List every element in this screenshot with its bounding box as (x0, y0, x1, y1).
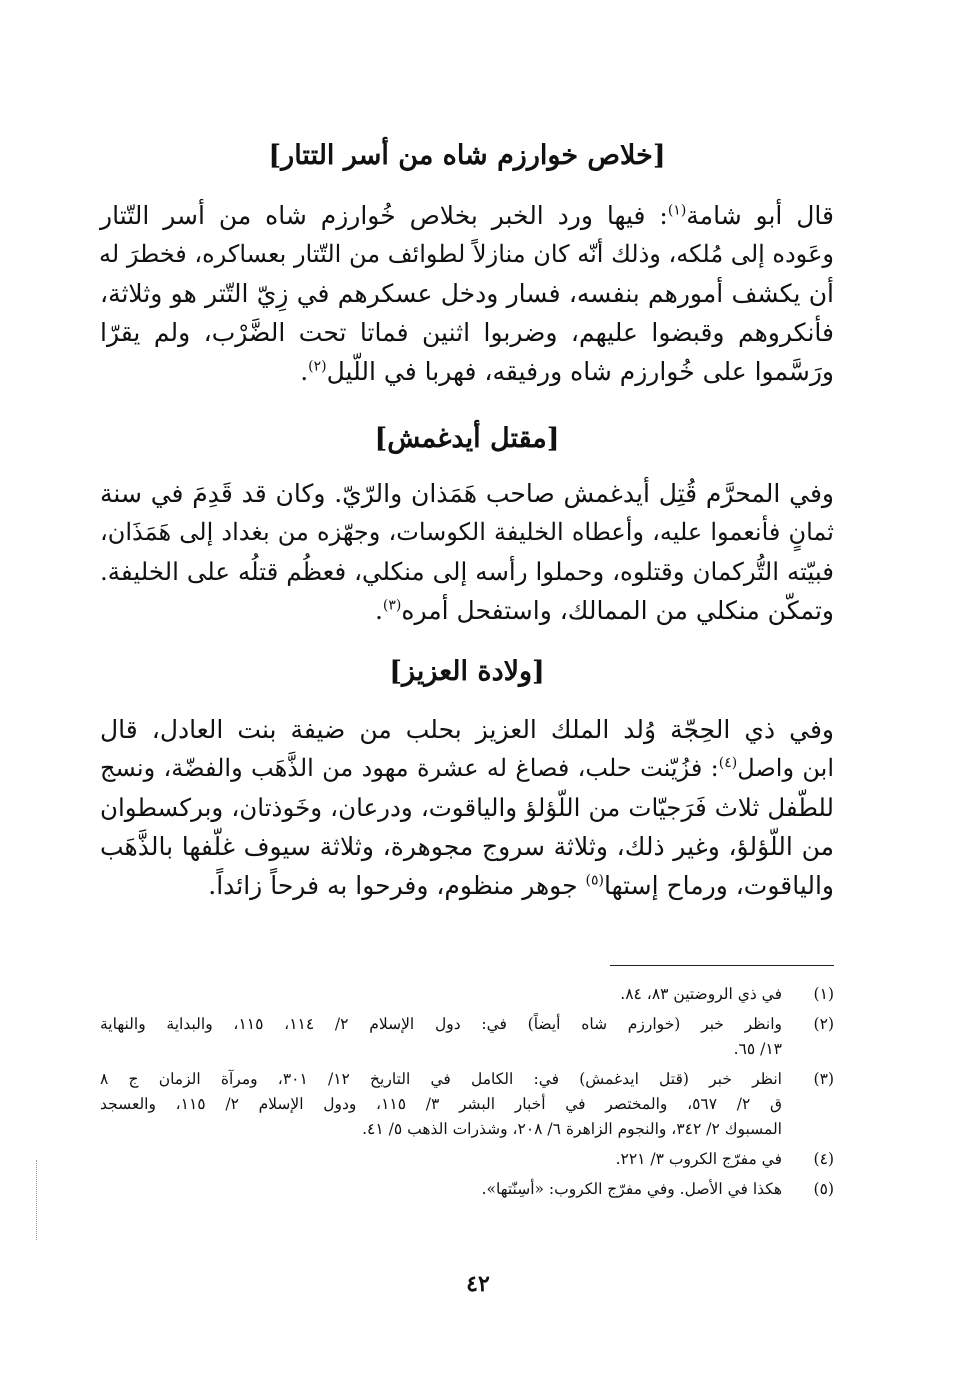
text-line: أن يكشف أمورهم بنفسه، فسار ودخل عسكرهم في زِيّ التّتر هو وثلاثة، (100, 279, 834, 308)
footnote-number: (٤) (813, 1150, 834, 1168)
footnote-text: هكذا في الأصل. وفي مفرّج الكروب: «أسِنّتها». (481, 1180, 782, 1198)
footnote-ref[interactable]: (١) (667, 202, 687, 219)
footnote-ref[interactable]: (٤) (718, 755, 738, 771)
footnotes (100, 982, 834, 1207)
footnote (100, 1147, 834, 1172)
text-line: ابن واصل$^{(٤)}$: فزُيّنت حلب، فصاغ له عشرة مهود من الذَّهَب والفضّة، ونسج (100, 754, 834, 782)
text-line: ثمانٍ فأنعموا عليه، وأعطاه الخليفة الكوسات، وجهّزه من بغداد إلى هَمَذَان، (100, 518, 834, 546)
footnote-text: وانظر خبر (خوارزم شاه أيضاً) في: دول الإسلام ٢/ ١١٤، ١١٥، والبداية والنهاية ١٣/ ٦٥. (100, 1015, 782, 1058)
footnote-number: (٥) (813, 1180, 834, 1198)
page-number: ٤٢ (466, 1271, 490, 1297)
section-heading: [مقتل أيدغمش] (374, 423, 560, 454)
text-line: للطّفل ثلاث فَرَجيّات من اللّؤلؤ والياقوت، ودرعان، وخَوذتان، وبركسطوان (100, 793, 834, 822)
section-body (100, 710, 834, 905)
footnote-number: (١) (813, 985, 834, 1003)
text-line: وفي ذي الحِجّة وُلد الملك العزيز بحلب من ضيفة بنت العادل، قال (100, 715, 834, 744)
footnote-text: في مفرّج الكروب ٣/ ٢٢١. (615, 1150, 782, 1168)
footnote-ref[interactable]: (٥) (585, 872, 604, 889)
text-line: والياقوت، ورماح إستها$^{(٥)}$ جوهر منظوم، وفرحوا به فرحاً زائداً. (208, 871, 834, 900)
text-line: فأنكروهم وقبضوا عليهم، وضربوا اثنين فماتا تحت الضَّرْب، ولم يقرّا (100, 318, 834, 347)
scan-margin-marks (36, 1160, 39, 1240)
footnote (100, 1177, 834, 1202)
text-line: قال أبو شامة$^{(١)}$: فيها ورد الخبر بخلاص خُوارزم شاه من أسر التّتار (100, 201, 834, 230)
footnote (100, 1012, 834, 1062)
section-body (100, 474, 834, 630)
text-line: من اللّؤلؤ، وغير ذلك، وثلاثة سروج مجوهرة، وثلاثة سيوف غلّفها بالذَّهَب (100, 832, 834, 861)
footnote-text: انظر خبر (قتل ايدغمش) في: الكامل في التاريخ ١٢/ ٣٠١، ومرآة الزمان ج ٨ ق ٢/ ٥٦٧، والمختصر في أخبار البشر ٣/ ١١٥، ودول الإسلام ٢/ ١١٥، والعسجد المسبوك ٢/ ٣٤٢، والنجوم الزاهرة ٦/ ٢٠٨، وشذرات الذهب ٥/ ٤١. (100, 1070, 783, 1138)
text-line: وفي المحرَّم قُتِل أيدغمش صاحب هَمَذان والرّيّ. وكان قد قَدِمَ في سنة (100, 479, 834, 508)
footnote-number: (٣) (813, 1070, 834, 1088)
text-line: فبيّته التُّركمان وقتلوه، وحملوا رأسه إلى منكلي، فعظُم قتلُه على الخليفة. (100, 557, 834, 586)
text-line: وتمكّن منكلي من الممالك، واستفحل أمره$^{(٣)}$. (374, 596, 834, 625)
section-heading: [ولادة العزيز] (389, 656, 545, 687)
footnote-separator (610, 965, 834, 966)
footnote-number: (٢) (813, 1015, 834, 1033)
text-line: ورَسَّموا على خُوارزم شاه ورفيقه، فهربا في اللّيل$^{(٢)}$. (300, 357, 834, 386)
footnote-ref[interactable]: (٣) (382, 597, 402, 614)
footnote-ref[interactable]: (٢) (308, 358, 327, 375)
section-heading: [خلاص خوارزم شاه من أسر التتار] (268, 140, 666, 171)
footnote (100, 1067, 834, 1142)
footnote-text: في ذي الروضتين ٨٣، ٨٤. (620, 985, 782, 1003)
section-body (100, 196, 834, 391)
footnote (100, 982, 834, 1007)
text-line: وعَوده إلى مُلكه، وذلك أنّه كان منازلاً لطوائف من التّتار بعساكره، فخطرَ له (99, 240, 834, 268)
